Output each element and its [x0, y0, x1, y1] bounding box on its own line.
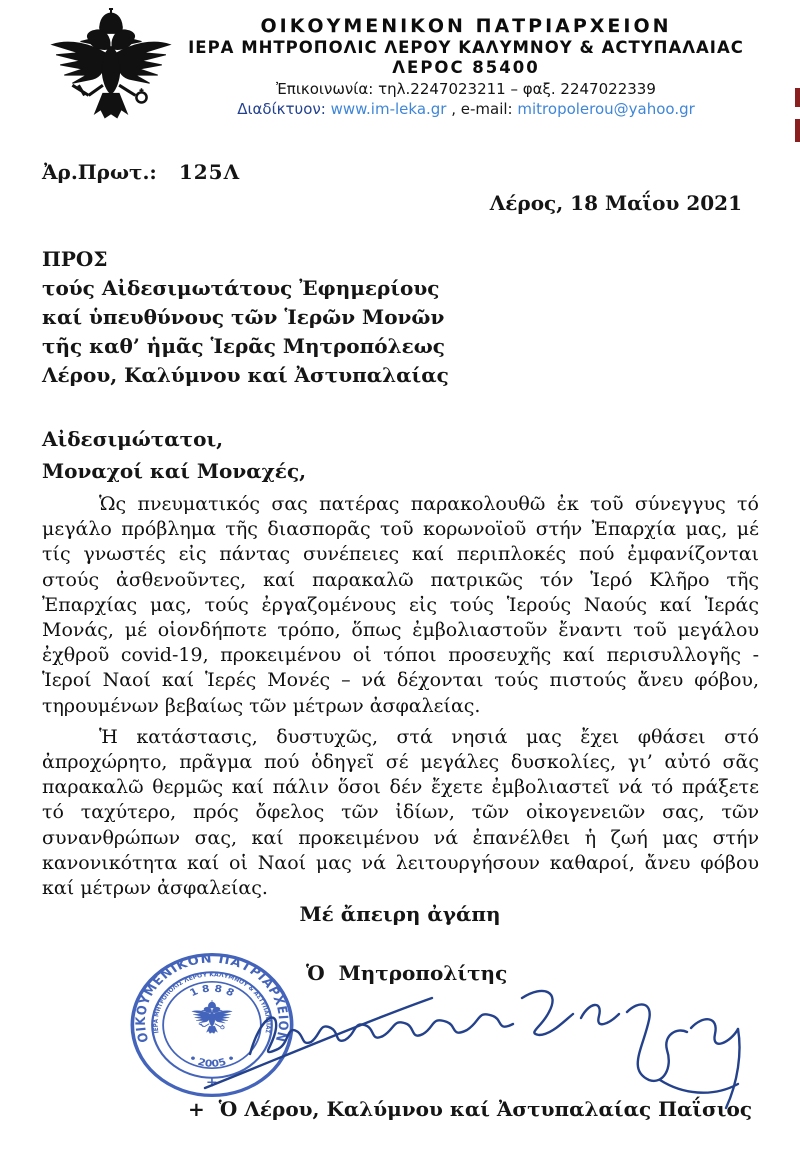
- salutation-line: Μοναχοί καί Μοναχές,: [42, 459, 307, 483]
- protocol-number-line: [42, 160, 240, 184]
- recipient-line: Λέρου, Καλύμνου καί Ἀστυπαλαίας: [42, 363, 449, 387]
- recipient-line: τούς Αἰδεσιμωτάτους Ἐφημερίους: [42, 276, 440, 300]
- scan-artifact-mark: [795, 119, 800, 142]
- letter-body: [42, 492, 759, 907]
- salutation-block: [42, 423, 306, 487]
- sender-title: Ὁ Μητροπολίτης: [306, 961, 508, 985]
- recipient-block: [42, 245, 449, 390]
- recipient-line: τῆς καθ’ ἡμᾶς Ἱερᾶς Μητροπόλεως: [42, 334, 445, 358]
- org-address: ΛΕΡΟC 85400: [392, 57, 540, 77]
- salutation-line: Αἰδεσιμώτατοι,: [42, 427, 224, 451]
- letterhead: [168, 16, 764, 118]
- seal-year-bottom: • 2005 •: [186, 1052, 238, 1070]
- org-subtitle: ΙΕΡΑ ΜΗΤΡΟΠΟΛΙC ΛΕΡΟΥ ΚΑΛΥΜΝΟΥ & ΑCΤΥΠΑΛΑΙΑC: [188, 38, 744, 58]
- body-paragraph: Ὡς πνευματικός σας πατέρας παρακολουθῶ ἐκ τοῦ σύνεγγυς τό μεγάλο πρόβλημα τῆς διασπορᾶς τοῦ κορωνοϊοῦ στήν Ἐπαρχία μας, μέ τίς γνωστές εἰς πάντας συνέπειες καί περιπλοκές πού ἐμφανίζονται στούς ἀσθενοῦντες, καί παρακαλῶ πατρικῶς τόν Ἱερό Κλῆρο τῆς Ἐπαρχίας μας, τούς ἐργαζομένους εἰς τούς Ἱερούς Ναούς καί Ἱεράς Μονάς, μέ οἱονδήποτε τρόπο, ὅπως ἐμβολιαστοῦν ἔναντι τοῦ μεγάλου ἐχθροῦ covid-19, προκειμένου οἱ τόποι προσευχῆς καί περισυλλογῆς - Ἱεροί Ναοί καί Ἱερές Μονές – νά δέχονται τούς πιστούς ἄνευ φόβου, τηρουμένων βεβαίως τῶν μέτρων ἀσφαλείας.: [42, 493, 759, 717]
- email-label: e-mail:: [460, 100, 518, 118]
- scan-artifact-mark: [795, 88, 800, 107]
- seal-cross: +: [205, 1075, 219, 1091]
- separator: ,: [446, 100, 461, 118]
- recipient-line: καί ὑπευθύνους τῶν Ἱερῶν Μονῶν: [42, 305, 445, 329]
- to-label: ΠΡΟΣ: [42, 247, 108, 271]
- web-label: Διαδίκτυον:: [237, 100, 326, 118]
- seal-inner-text: ΙΕΡΑ ΜΗΤΡΟΠΟΛΙΣ ΛΕΡΟΥ ΚΑΛΥΜΝΟΥ & ΑΣΤΥΠΑΛΑΙΑΣ: [153, 972, 271, 1034]
- contact-line: Ἐπικοινωνία: τηλ.2247023211 – φαξ. 2247022339: [276, 80, 656, 99]
- body-paragraph: Ἡ κατάστασις, δυστυχῶς, στά νησιά μας ἔχει φθάσει στό ἀπροχώρητο, πρᾶγμα πού ὁδηγεῖ σέ μεγάλες δυσκολίες, γι’ αὐτό σᾶς παρακαλῶ θερμῶς καί πάλιν ὅσοι δέν ἔχετε ἐμβολιαστεῖ νά τό πράξετε τό ταχύτερο, πρός ὄφελος τῶν ἰδίων, τῶν οἰκογενειῶν σας, τῶν συνανθρώπων σας, καί προκειμένου νά ἐπανέλθει ἡ ζωή μας στήν κανονικότητα καί οἱ Ναοί μας νά λειτουργήσουν καθαροί, ἄνευ φόβου καί μέτρων ἀσφαλείας.: [42, 725, 759, 900]
- web-line: [168, 101, 764, 118]
- double-headed-eagle-icon: [50, 8, 172, 134]
- protocol-label: Ἀρ.Πρωτ.:: [42, 160, 157, 184]
- website-link: www.im-leka.gr: [330, 100, 447, 118]
- farewell-line: Μέ ἄπειρη ἀγάπη: [299, 902, 501, 926]
- seal-outer-text: ΟΙΚΟΥΜΕΝΙΚΟΝ ΠΑΤΡΙΑΡΧΕΙΟΝ: [133, 952, 291, 1044]
- date-line: Λέρος, 18 Μαΐου 2021: [489, 191, 742, 215]
- protocol-number: 125Λ: [178, 160, 241, 184]
- seal-year-top: 1 8 8 8: [187, 983, 237, 999]
- email-link: mitropolerou@yahoo.gr: [517, 100, 695, 118]
- signature-name-line: + Ὁ Λέρου, Καλύμνου καί Ἀστυπαλαίας Παΐσιος: [188, 1097, 752, 1121]
- org-title: ΟΙΚΟΥΜΕΝΙΚΟΝ ΠΑΤΡΙΑΡΧΕΙΟΝ: [260, 15, 672, 37]
